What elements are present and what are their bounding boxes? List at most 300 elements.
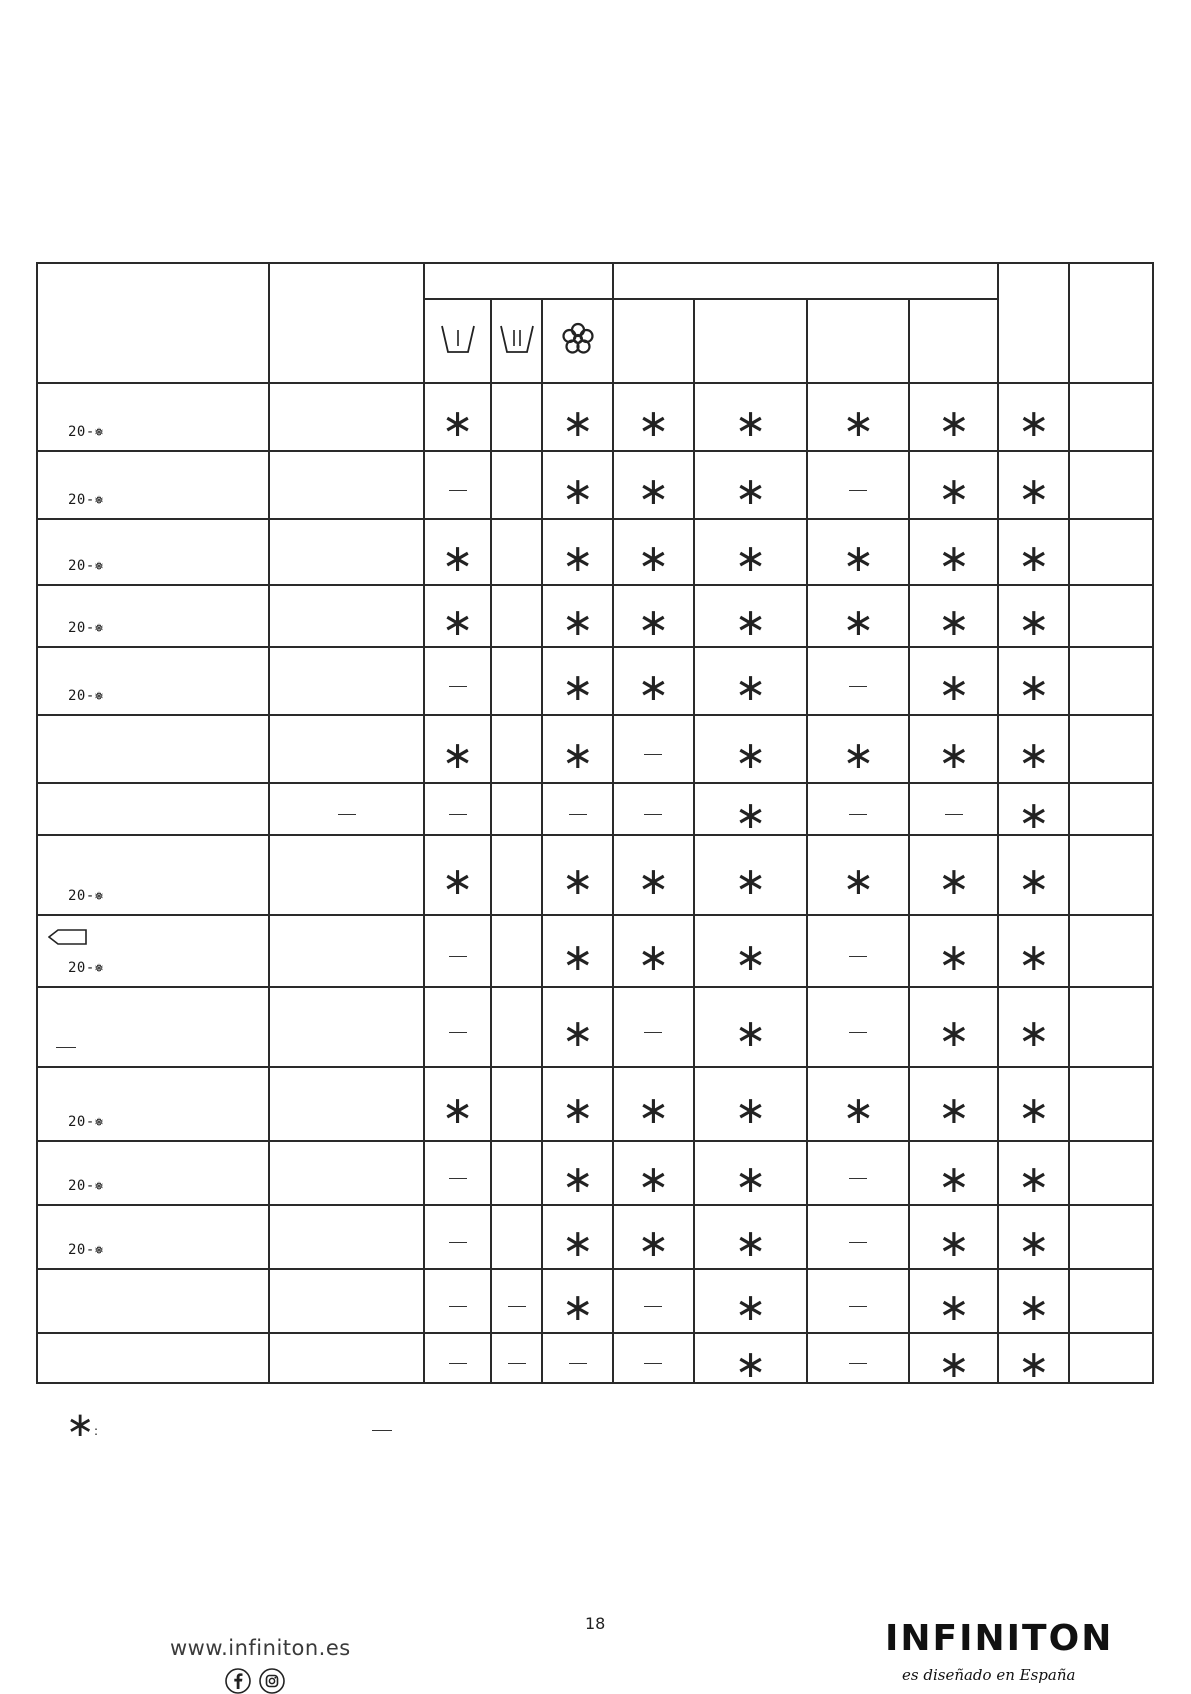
star-mark: ∗ (734, 600, 767, 644)
compat-cell (613, 1141, 693, 1205)
load-cell (269, 1067, 425, 1141)
page-number: 18 (585, 1614, 606, 1633)
star-mark: ∗ (441, 536, 474, 580)
program-cell (37, 1333, 269, 1383)
star-mark: ∗ (937, 733, 970, 777)
compat-cell (613, 585, 693, 647)
header-program (37, 263, 269, 383)
dash-mark (849, 1032, 867, 1033)
star-mark: ∗ (734, 935, 767, 979)
compat-cell (491, 987, 543, 1067)
star-mark: ∗ (637, 401, 670, 445)
dash-mark (644, 1363, 662, 1364)
single-bar-tub-icon (424, 299, 491, 383)
star-mark: ∗ (1017, 1342, 1050, 1386)
compat-cell (807, 915, 909, 987)
dash-mark (644, 1032, 662, 1033)
star-mark: ∗ (734, 1285, 767, 1329)
compat-cell (694, 1141, 808, 1205)
compat-cell (613, 1205, 693, 1269)
compat-cell (613, 715, 693, 783)
star-mark: ∗ (1017, 536, 1050, 580)
compat-cell (998, 1067, 1069, 1141)
double-bar-tub-icon (491, 299, 543, 383)
dash-mark (849, 1178, 867, 1179)
website-link[interactable]: www.infiniton.es (170, 1636, 351, 1660)
star-mark: ∗ (937, 859, 970, 903)
table-row (37, 647, 1153, 715)
star-mark: ∗ (937, 1011, 970, 1055)
header-option-1 (613, 299, 693, 383)
compat-cell (542, 1141, 613, 1205)
star-mark: ∗ (1017, 401, 1050, 445)
compat-cell (998, 519, 1069, 585)
compat-cell (1069, 451, 1153, 519)
compat-cell (909, 1333, 998, 1386)
compat-cell (613, 1067, 693, 1141)
compat-cell (1069, 915, 1153, 987)
compat-cell (424, 519, 491, 585)
compat-cell (542, 915, 613, 987)
compat-cell (491, 1269, 543, 1333)
compat-cell (909, 585, 998, 647)
compat-cell (542, 1269, 613, 1333)
flower-softener-icon (542, 299, 613, 383)
table-row (37, 783, 1153, 835)
compat-cell (491, 519, 543, 585)
compat-cell (909, 915, 998, 987)
dash-mark (449, 686, 467, 687)
compat-cell (909, 1141, 998, 1205)
compat-cell (424, 915, 491, 987)
compat-cell (1069, 1269, 1153, 1333)
program-cell (37, 383, 269, 451)
load-cell (269, 715, 425, 783)
footer (0, 1600, 1191, 1684)
dash-mark (449, 814, 467, 815)
brand-tagline: es diseñado en España (902, 1666, 1076, 1684)
star-mark: ∗ (561, 1088, 594, 1132)
compat-cell (1069, 1067, 1153, 1141)
compat-cell (491, 585, 543, 647)
program-cell (37, 915, 269, 987)
compat-cell (613, 1269, 693, 1333)
compat-cell (424, 1333, 491, 1383)
star-mark: ∗ (637, 665, 670, 709)
star-mark: ∗ (561, 665, 594, 709)
star-mark: ∗ (1017, 469, 1050, 513)
star-mark: ∗ (734, 1221, 767, 1265)
table-row (37, 1205, 1153, 1269)
star-mark: ∗ (734, 859, 767, 903)
dash-mark (449, 1363, 467, 1364)
star-mark: ∗ (937, 935, 970, 979)
load-cell (269, 451, 425, 519)
table-row (37, 519, 1153, 585)
star-mark: ∗ (734, 793, 767, 837)
load-cell (269, 987, 425, 1067)
dash-mark (569, 814, 587, 815)
star-mark: ∗ (842, 536, 875, 580)
compat-cell (1069, 647, 1153, 715)
compat-cell (694, 585, 808, 647)
dash-mark (849, 1306, 867, 1307)
compat-cell (1069, 783, 1153, 835)
compat-cell (424, 783, 491, 835)
star-mark: ∗ (637, 469, 670, 513)
compat-cell (1069, 835, 1153, 915)
tag-icon (48, 928, 88, 946)
instagram-icon[interactable] (259, 1668, 285, 1694)
compat-cell (613, 783, 693, 835)
compat-cell (807, 519, 909, 585)
compat-cell (998, 835, 1069, 915)
temperature-label: 20-❅ (68, 688, 104, 704)
star-mark: ∗ (734, 469, 767, 513)
dash-mark (338, 814, 356, 815)
compat-cell (807, 715, 909, 783)
compat-cell (909, 715, 998, 783)
program-cell (37, 783, 269, 835)
star-mark: ∗ (734, 1011, 767, 1055)
star-mark: ∗ (561, 401, 594, 445)
compat-cell (807, 1333, 909, 1383)
program-dash (56, 1047, 76, 1048)
compat-cell (424, 715, 491, 783)
star-mark: ∗ (937, 600, 970, 644)
compat-cell (491, 1205, 543, 1269)
temperature-label: 20-❅ (68, 1242, 104, 1258)
brand-logo: INFINITON (885, 1618, 1114, 1659)
table-row (37, 715, 1153, 783)
compat-cell (807, 987, 909, 1067)
compat-cell (542, 783, 613, 835)
compat-cell (909, 1067, 998, 1141)
compat-cell (807, 783, 909, 835)
compat-cell (998, 1141, 1069, 1205)
compat-cell (542, 835, 613, 915)
dash-mark (449, 1242, 467, 1243)
facebook-icon[interactable] (225, 1668, 251, 1694)
star-mark: ∗ (441, 1088, 474, 1132)
load-cell (269, 1269, 425, 1333)
compat-cell (909, 1205, 998, 1269)
star-mark: ∗ (561, 536, 594, 580)
program-cell (37, 1269, 269, 1333)
compat-cell (694, 383, 808, 451)
table-row (37, 585, 1153, 647)
star-mark: ∗ (937, 1285, 970, 1329)
compat-cell (1069, 585, 1153, 647)
star-mark: ∗ (1017, 1285, 1050, 1329)
compat-cell (909, 451, 998, 519)
header-option-2 (694, 299, 808, 383)
compat-cell (613, 987, 693, 1067)
star-mark: ∗ (734, 401, 767, 445)
star-mark: ∗ (1017, 665, 1050, 709)
star-mark: ∗ (1017, 935, 1050, 979)
dash-mark (849, 956, 867, 957)
dash-mark (849, 814, 867, 815)
compat-cell (807, 451, 909, 519)
legend-dash (372, 1430, 392, 1431)
dash-mark (449, 490, 467, 491)
compat-cell (998, 383, 1069, 451)
compat-cell (542, 715, 613, 783)
program-cell (37, 585, 269, 647)
compat-cell (542, 1333, 613, 1383)
compat-cell (491, 915, 543, 987)
table-row (37, 1269, 1153, 1333)
star-mark: ∗ (937, 1221, 970, 1265)
star-mark: ∗ (1017, 1088, 1050, 1132)
program-cell (37, 647, 269, 715)
star-mark: ∗ (842, 859, 875, 903)
compat-cell (491, 1141, 543, 1205)
star-mark: ∗ (561, 935, 594, 979)
compat-cell (807, 383, 909, 451)
compat-cell (807, 1269, 909, 1333)
dash-mark (849, 490, 867, 491)
header-option-3 (807, 299, 909, 383)
compat-cell (542, 1205, 613, 1269)
load-cell (269, 835, 425, 915)
star-mark: ∗ (637, 536, 670, 580)
compat-cell (694, 915, 808, 987)
dash-mark (508, 1363, 526, 1364)
dash-mark (449, 1032, 467, 1033)
compat-cell (542, 987, 613, 1067)
compat-cell (694, 1067, 808, 1141)
star-mark: ∗ (842, 401, 875, 445)
star-mark: ∗ (842, 733, 875, 777)
compat-cell (909, 383, 998, 451)
compat-cell (613, 915, 693, 987)
load-cell (269, 1141, 425, 1205)
compat-cell (807, 647, 909, 715)
star-mark: ∗ (637, 1088, 670, 1132)
compat-cell (424, 383, 491, 451)
star-mark: ∗ (937, 536, 970, 580)
star-mark: ∗ (561, 469, 594, 513)
compat-cell (1069, 519, 1153, 585)
dash-mark (644, 814, 662, 815)
compat-cell (424, 987, 491, 1067)
table-row (37, 1067, 1153, 1141)
compat-cell (807, 585, 909, 647)
temperature-label: 20-❅ (68, 1178, 104, 1194)
compat-cell (1069, 1141, 1153, 1205)
table-row (37, 383, 1153, 451)
compat-cell (807, 835, 909, 915)
header-option-4 (909, 299, 998, 383)
compat-cell (491, 451, 543, 519)
compat-cell (909, 783, 998, 835)
star-mark: ∗ (1017, 1011, 1050, 1055)
compat-cell (613, 1333, 693, 1383)
dash-mark (644, 754, 662, 755)
temperature-label: 20-❅ (68, 424, 104, 440)
star-mark: ∗ (441, 600, 474, 644)
star-mark: ∗ (1017, 1157, 1050, 1201)
program-cell (37, 715, 269, 783)
star-mark: ∗ (734, 665, 767, 709)
compat-cell (542, 1067, 613, 1141)
header-row-top (37, 263, 1153, 299)
program-cell (37, 987, 269, 1067)
compat-cell (491, 647, 543, 715)
dash-mark (449, 956, 467, 957)
load-cell (269, 647, 425, 715)
load-cell (269, 519, 425, 585)
compat-cell (613, 647, 693, 715)
star-mark: ∗ (441, 733, 474, 777)
legend-colon: : (94, 1424, 99, 1438)
compat-cell (694, 987, 808, 1067)
star-mark: ∗ (637, 935, 670, 979)
program-cell (37, 1141, 269, 1205)
compat-cell (998, 585, 1069, 647)
temperature-label: 20-❅ (68, 492, 104, 508)
star-mark: ∗ (734, 1342, 767, 1386)
load-cell (269, 585, 425, 647)
star-mark: ∗ (1017, 600, 1050, 644)
compat-cell (909, 519, 998, 585)
star-mark: ∗ (637, 1221, 670, 1265)
load-cell (269, 383, 425, 451)
compat-cell (424, 835, 491, 915)
star-mark: ∗ (1017, 793, 1050, 837)
compat-cell (613, 451, 693, 519)
star-mark: ∗ (561, 1157, 594, 1201)
star-mark: ∗ (441, 401, 474, 445)
legend (66, 1405, 426, 1448)
compat-cell (613, 383, 693, 451)
star-mark: ∗ (561, 733, 594, 777)
dash-mark (849, 686, 867, 687)
compat-cell (694, 1333, 808, 1386)
star-mark: ∗ (937, 469, 970, 513)
compat-cell (998, 1333, 1069, 1386)
header-load (269, 263, 425, 383)
compat-cell (909, 647, 998, 715)
compat-cell (542, 647, 613, 715)
compat-cell (491, 1333, 543, 1383)
compat-cell (807, 1067, 909, 1141)
star-mark: ∗ (734, 733, 767, 777)
compat-cell (694, 647, 808, 715)
compat-cell (542, 383, 613, 451)
star-mark: ∗ (842, 600, 875, 644)
compat-cell (1069, 383, 1153, 451)
compat-cell (424, 1205, 491, 1269)
compat-cell (694, 451, 808, 519)
star-mark: ∗ (937, 665, 970, 709)
compat-cell (491, 783, 543, 835)
compat-cell (998, 915, 1069, 987)
program-cell (37, 519, 269, 585)
star-mark: ∗ (637, 859, 670, 903)
compat-cell (1069, 715, 1153, 783)
dash-mark (449, 1306, 467, 1307)
star-mark: ∗ (937, 1342, 970, 1386)
compat-cell (491, 715, 543, 783)
star-mark: ∗ (1017, 859, 1050, 903)
legend-star: ∗ (66, 1405, 95, 1445)
table-row (37, 987, 1153, 1067)
star-mark: ∗ (441, 859, 474, 903)
load-cell (269, 915, 425, 987)
star-mark: ∗ (734, 1088, 767, 1132)
table-row (37, 1333, 1153, 1383)
compat-cell (807, 1141, 909, 1205)
star-mark: ∗ (937, 1157, 970, 1201)
compat-cell (491, 383, 543, 451)
compat-cell (807, 1205, 909, 1269)
compat-cell (1069, 987, 1153, 1067)
compat-cell (542, 519, 613, 585)
compat-cell (998, 1269, 1069, 1333)
compat-cell (1069, 1333, 1153, 1383)
dash-mark (849, 1363, 867, 1364)
star-mark: ∗ (637, 600, 670, 644)
star-mark: ∗ (937, 1088, 970, 1132)
program-cell (37, 1067, 269, 1141)
header-col-10 (998, 263, 1069, 383)
compat-cell (909, 835, 998, 915)
star-mark: ∗ (561, 859, 594, 903)
compat-cell (424, 1269, 491, 1333)
star-mark: ∗ (561, 1221, 594, 1265)
program-table (36, 262, 1154, 1384)
temperature-label: 20-❅ (68, 620, 104, 636)
compat-cell (613, 519, 693, 585)
compat-cell (998, 987, 1069, 1067)
table-row (37, 1141, 1153, 1205)
dash-mark (849, 1242, 867, 1243)
load-cell (269, 1205, 425, 1269)
compat-cell (491, 835, 543, 915)
compat-cell (424, 647, 491, 715)
load-cell (269, 783, 425, 835)
compat-cell (613, 835, 693, 915)
program-cell (37, 835, 269, 915)
compat-cell (424, 1141, 491, 1205)
star-mark: ∗ (561, 1285, 594, 1329)
table-row (37, 835, 1153, 915)
star-mark: ∗ (734, 536, 767, 580)
load-cell (269, 1333, 425, 1383)
compat-cell (694, 783, 808, 835)
header-options-group (613, 263, 998, 299)
dash-mark (508, 1306, 526, 1307)
temperature-label: 20-❅ (68, 558, 104, 574)
header-detergent-group (424, 263, 613, 299)
compat-cell (694, 1205, 808, 1269)
header-col-11 (1069, 263, 1153, 383)
compat-cell (694, 715, 808, 783)
compat-cell (491, 1067, 543, 1141)
dash-mark (449, 1178, 467, 1179)
compat-cell (1069, 1205, 1153, 1269)
compat-cell (424, 585, 491, 647)
compat-cell (998, 715, 1069, 783)
compat-cell (424, 451, 491, 519)
dash-mark (945, 814, 963, 815)
star-mark: ∗ (561, 1011, 594, 1055)
temperature-label: 20-❅ (68, 888, 104, 904)
compat-cell (998, 451, 1069, 519)
